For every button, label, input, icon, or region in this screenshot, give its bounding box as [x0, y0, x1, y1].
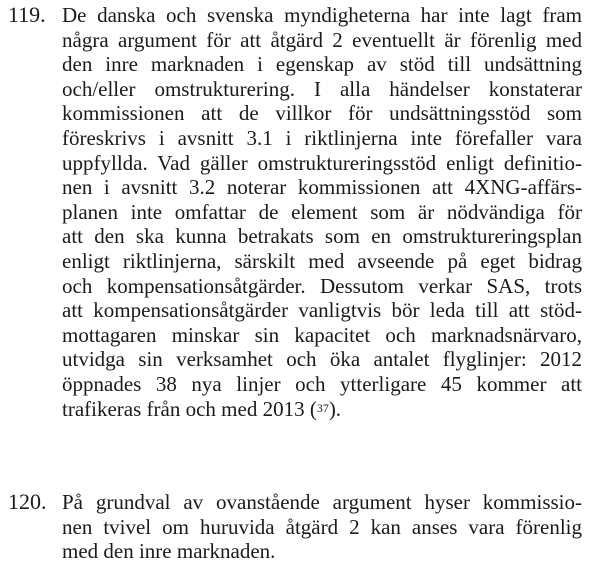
text-line: trafikeras från och med 2013 (: [62, 396, 317, 421]
paragraph-text: [62, 490, 582, 564]
text-line: De danska och svenska myndigheterna har inte lagt fram: [62, 3, 582, 27]
text-line: enligt riktlinjerna, särskilt med avseende på eget bidrag: [62, 248, 582, 273]
text-line: uppfyllda. Vad gäller omstruktureringsstöd enligt definitio-: [62, 150, 582, 175]
text-line: öppnades 38 nya linjer och ytterligare 45 kommer att: [62, 371, 582, 396]
paragraph-text: [62, 3, 582, 421]
text-line: utvidga sin verksamhet och öka antalet flyglinjer: 2012: [62, 347, 582, 372]
text-line: föreskrivs i avsnitt 3.1 i riktlinjerna inte förefaller vara: [62, 125, 582, 150]
text-line: nen tvivel om huruvida åtgärd 2 kan anses vara förenlig: [62, 514, 582, 539]
text-line: och kompensationsåtgärder. Dessutom verkar SAS, trots: [62, 273, 582, 298]
text-line: mottagaren minskar sin kapacitet och marknadsnärvaro,: [62, 322, 582, 347]
text-line: nen i avsnitt 3.2 noterar kommissionen att 4XNG-affärs-: [62, 175, 582, 200]
text-line: På grundval av ovanstående argument hyser kommissio-: [62, 490, 582, 514]
footnote-reference[interactable]: 37: [316, 400, 329, 415]
text-line: några argument för att åtgärd 2 eventuellt är förenlig med: [62, 27, 582, 52]
text-line: planen inte omfattar de element som är nödvändiga för: [62, 199, 582, 224]
text-line: att den ska kunna betrakats som en omstruktureringsplan: [62, 224, 582, 249]
text-line-tail: ).: [328, 396, 342, 421]
paragraph-number: 120.: [8, 489, 47, 514]
text-line: med den inre marknaden.: [62, 539, 276, 564]
text-line: den inre marknaden i egenskap av stöd till undsättning: [62, 52, 582, 77]
text-line: kommissionen att de villkor för undsättningsstöd som: [62, 101, 582, 126]
paragraph-number: 119.: [8, 2, 46, 27]
text-line: och/eller omstrukturering. I alla händelser konstaterar: [62, 76, 582, 101]
text-line: att kompensationsåtgärder vanligtvis bör leda till att stöd-: [62, 298, 582, 323]
text-line-final: [62, 397, 582, 422]
